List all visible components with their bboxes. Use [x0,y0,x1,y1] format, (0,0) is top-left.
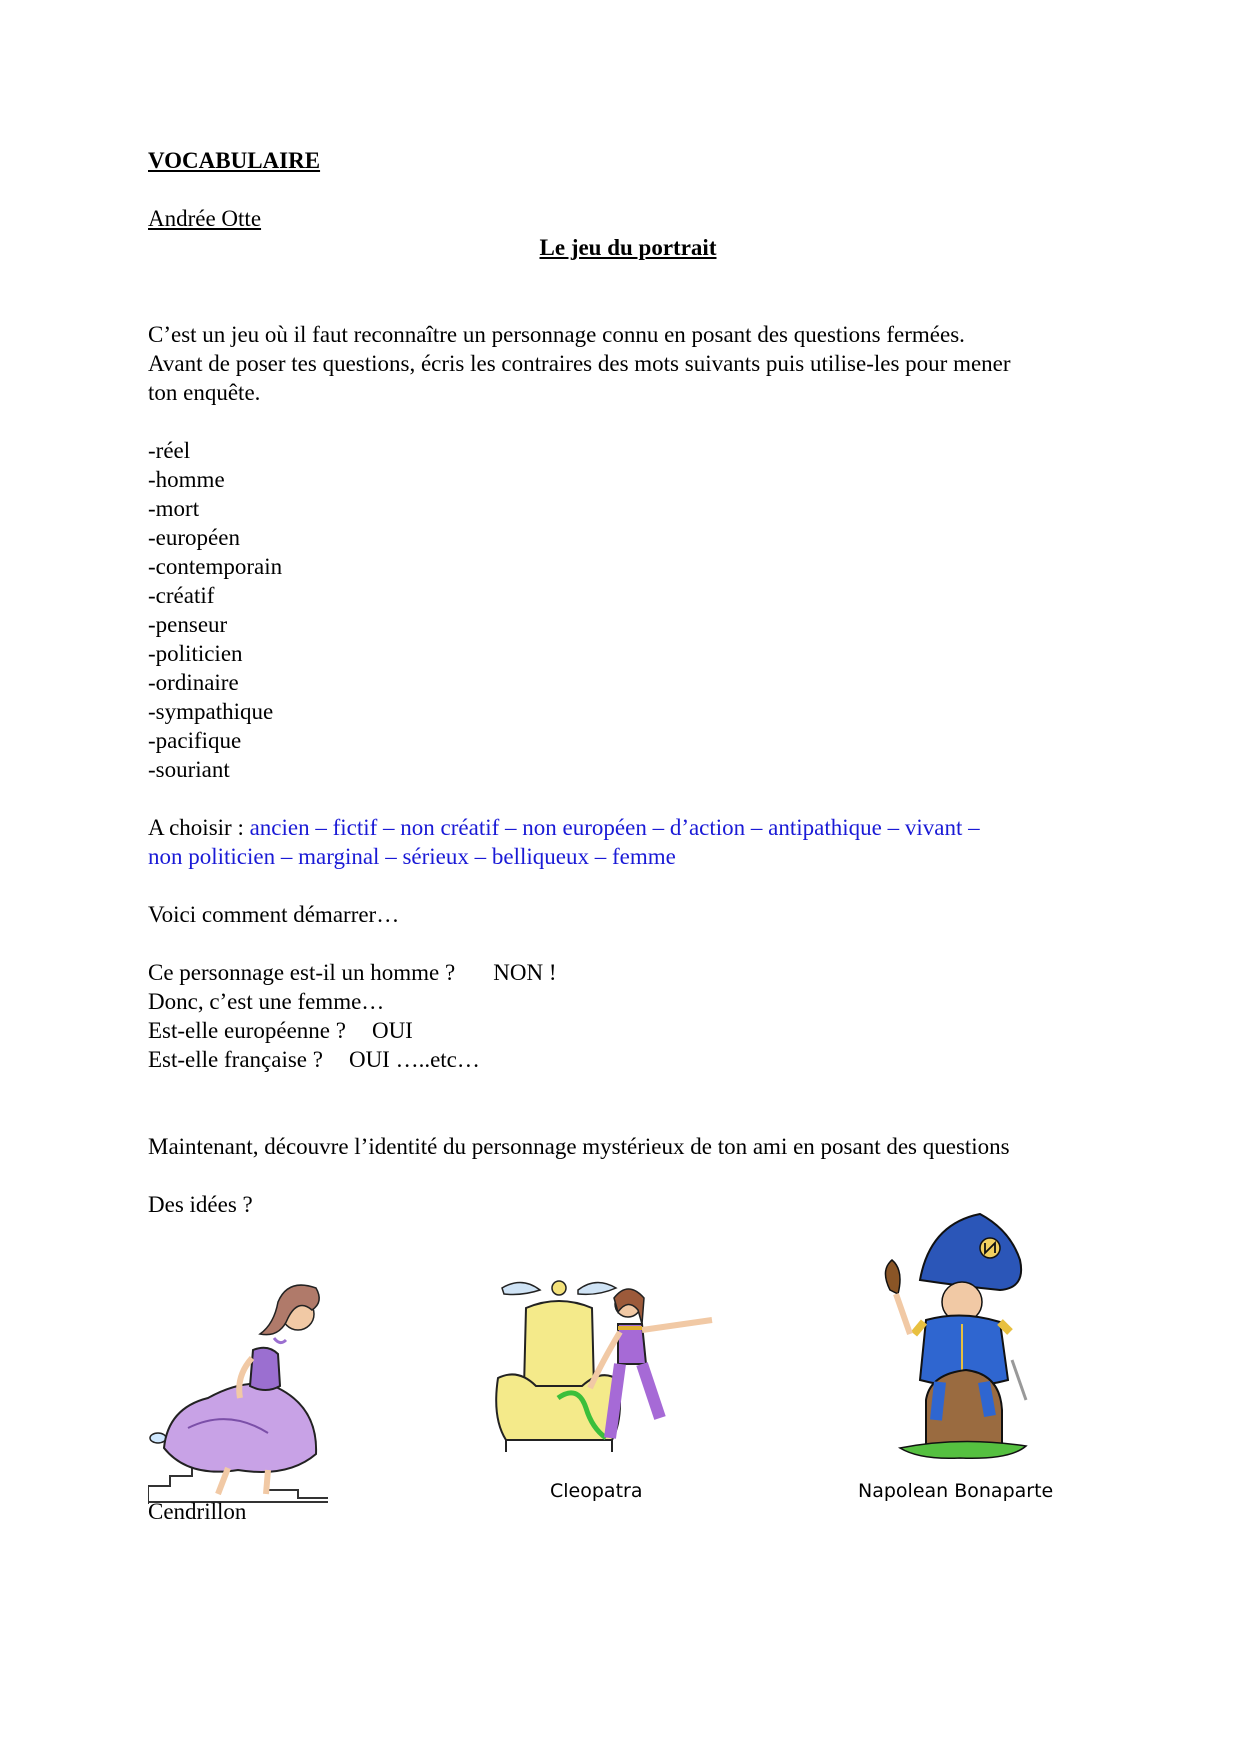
caption-cleopatra: Cleopatra [550,1480,643,1502]
napoleon-illustration [840,1210,1050,1470]
word-item: -penseur [148,612,228,637]
dialogue-answer: NON ! [493,960,557,985]
intro-line-2: Avant de poser tes questions, écris les contraires des mots suivants puis utilise-les pour mener [148,351,1011,376]
word-item: -mort [148,496,200,521]
section-heading: VOCABULAIRE [148,148,321,173]
dialogue-line [148,987,384,1016]
page-title: Le jeu du portrait [539,235,717,260]
intro-line-1: C’est un jeu où il faut reconnaître un personnage connu en posant des questions fermées. [148,322,965,347]
cleopatra-illustration [482,1268,732,1468]
word-item: -homme [148,467,225,492]
napoleon-drawing [840,1210,1050,1470]
intro-line-3: ton enquête. [148,380,261,405]
choices-words-1: ancien – fictif – non créatif – non européen – d’action – antipathique – vivant – [249,815,980,840]
cendrillon-illustration [148,1258,348,1504]
choices-line-1 [148,813,980,842]
word-item: -pacifique [148,728,242,753]
caption-cendrillon: Cendrillon [148,1499,247,1524]
choices-words-2: non politicien – marginal – sérieux – belliqueux – femme [148,844,676,869]
dialogue-line [148,1045,480,1074]
dialogue-question: Est-elle européenne ? [148,1018,346,1043]
word-item: -politicien [148,641,243,666]
dialogue-question: Est-elle française ? [148,1047,323,1072]
word-item: -créatif [148,583,215,608]
dialogue-question: Donc, c’est une femme… [148,989,385,1014]
cleopatra-drawing [482,1268,732,1468]
word-item: -ordinaire [148,670,239,695]
author-name: Andrée Otte [148,206,262,231]
word-item: -sympathique [148,699,274,724]
dialogue-question: Ce personnage est-il un homme ? [148,960,456,985]
ideas-text: Des idées ? [148,1192,253,1217]
instruction-text: Maintenant, découvre l’identité du personnage mystérieux de ton ami en posant des questions [148,1134,1010,1159]
word-item: -souriant [148,757,230,782]
cinderella-drawing [148,1258,348,1504]
dialogue-line [148,958,556,987]
caption-napoleon: Napolean Bonaparte [858,1480,1054,1502]
dialogue-line [148,1016,413,1045]
dialogue-answer: OUI …..etc… [348,1047,480,1072]
word-item: -européen [148,525,240,550]
choices-label: A choisir : [148,815,250,840]
start-text: Voici comment démarrer… [148,902,400,927]
dialogue-answer: OUI [371,1018,413,1043]
word-item: -réel [148,438,191,463]
word-item: -contemporain [148,554,283,579]
